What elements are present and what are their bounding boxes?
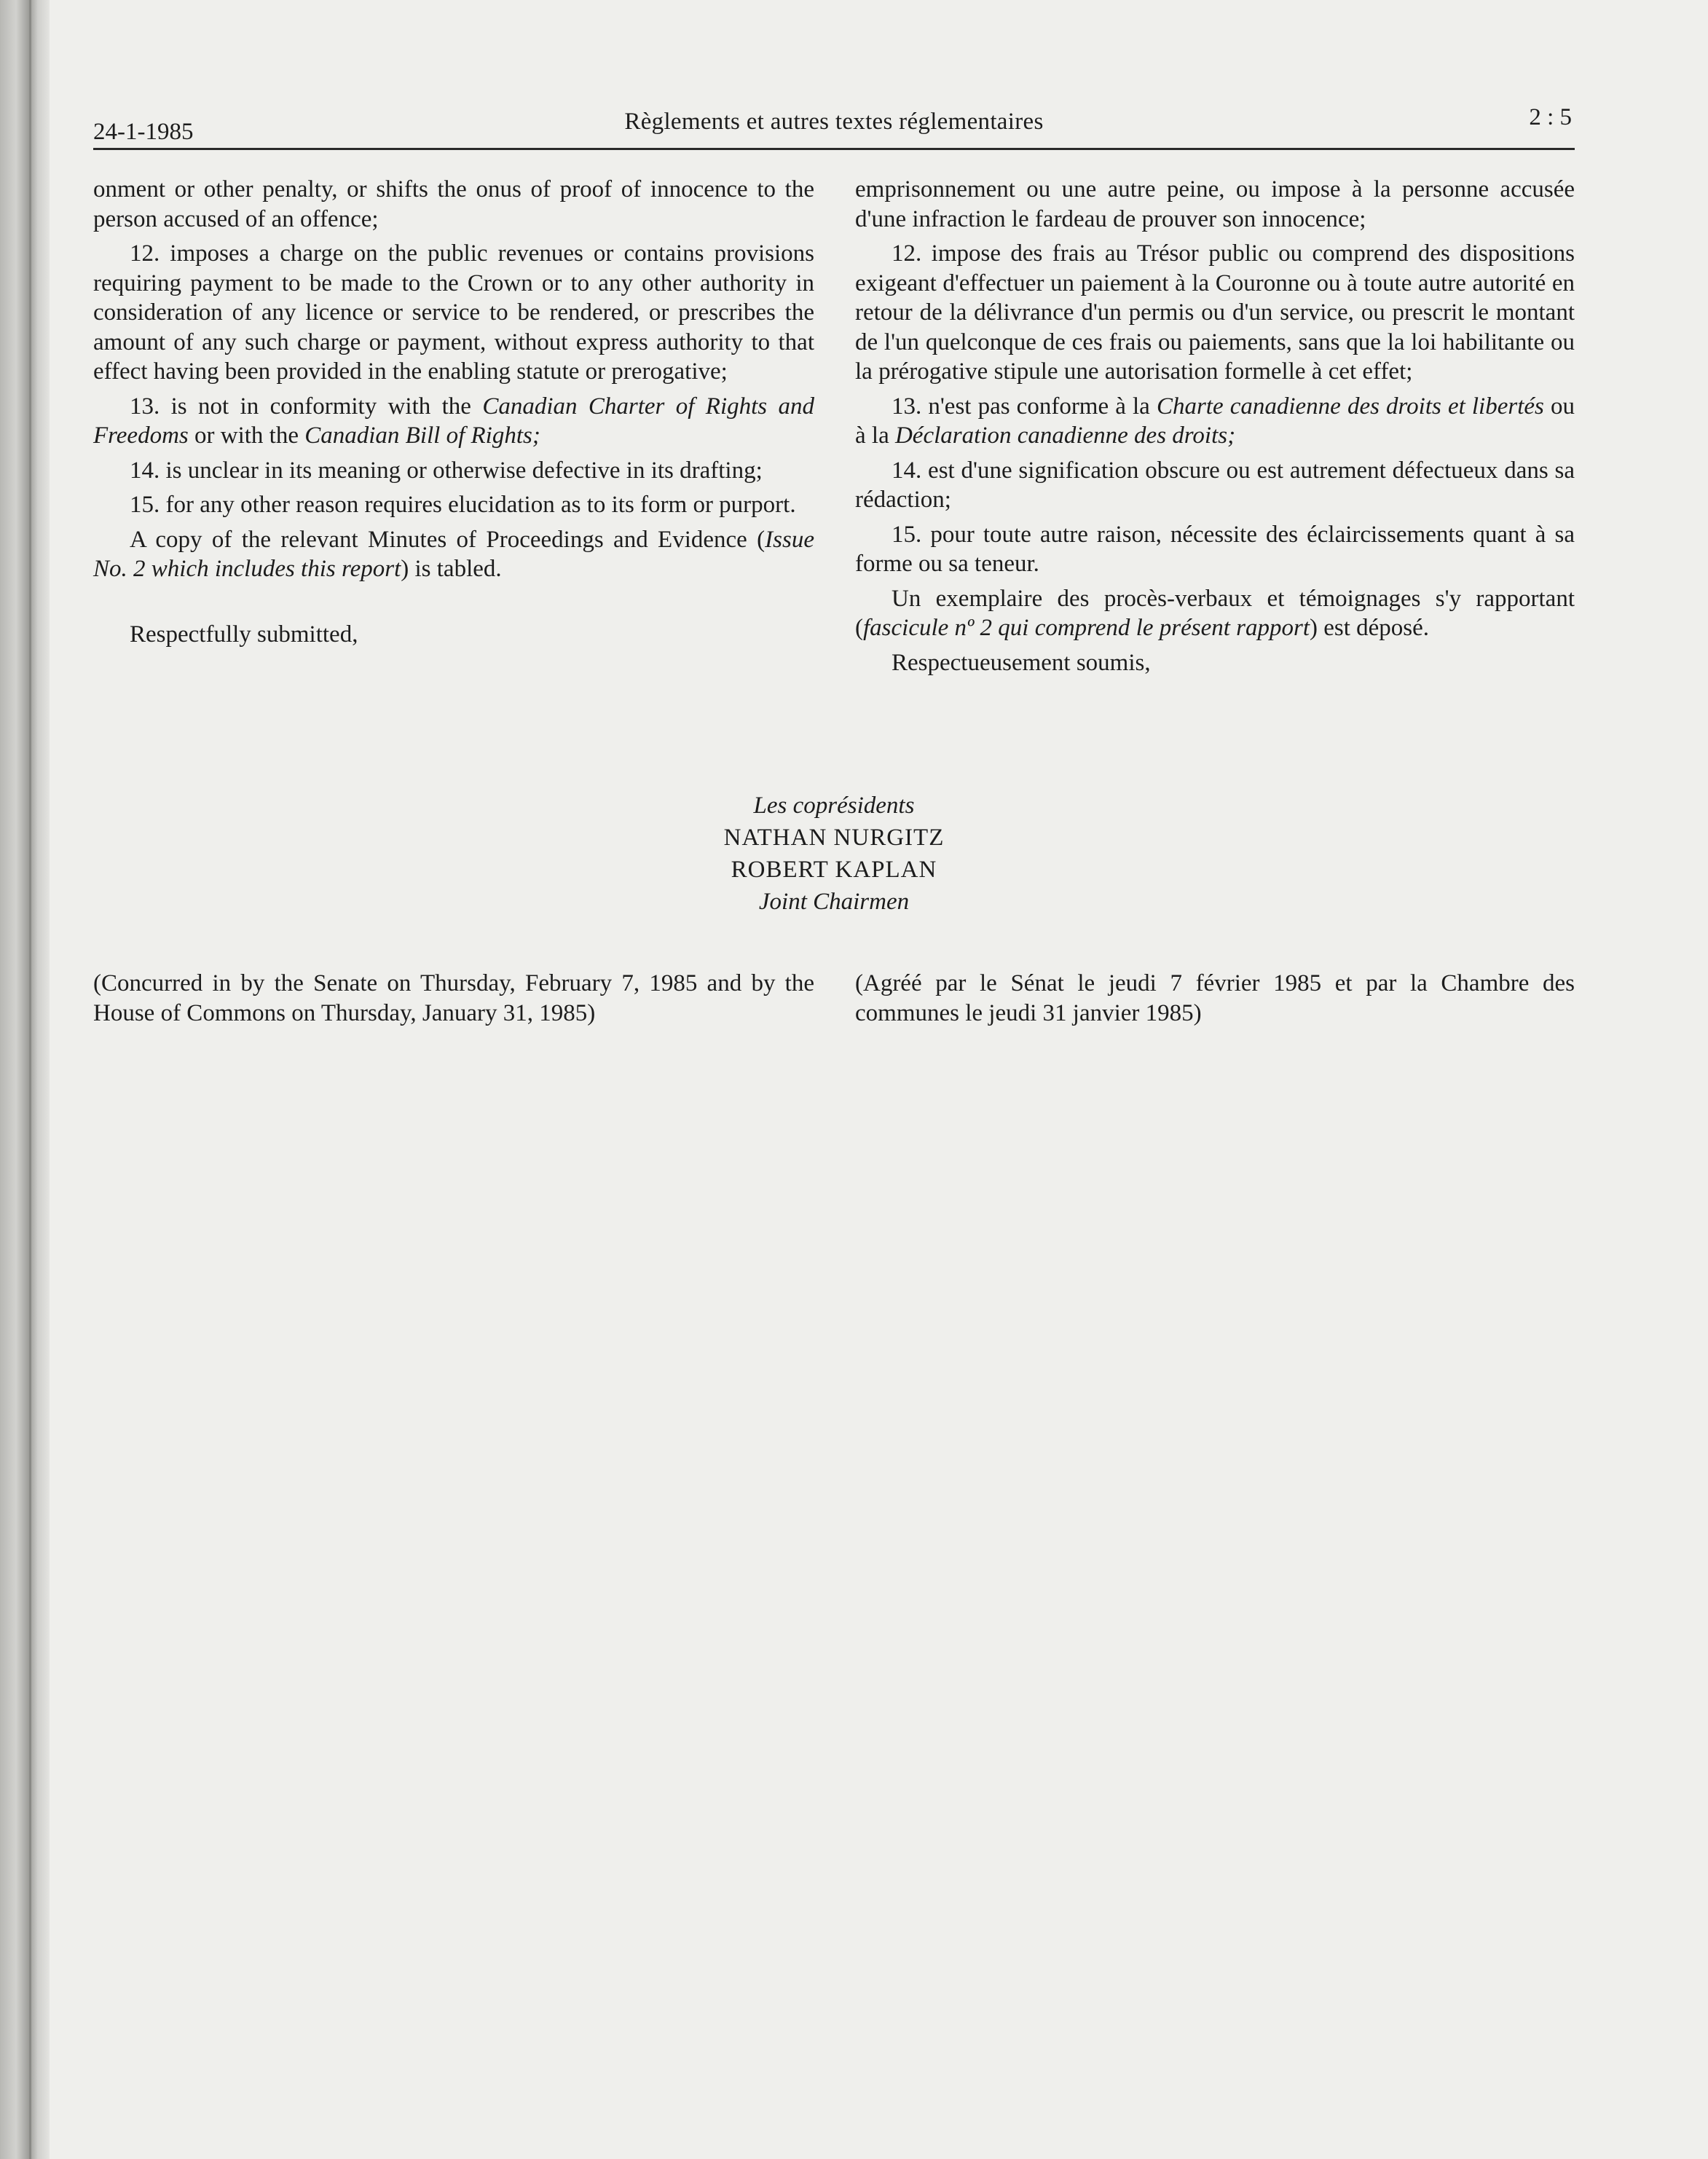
en-item-14: 14. is unclear in its meaning or otherwise defective in its drafting; (130, 457, 763, 484)
signatory-nurgitz: NATHAN NURGITZ (723, 825, 945, 851)
fr-item-13-text: 13. n'est pas conforme à la (892, 393, 1157, 420)
header-date: 24-1-1985 (93, 119, 194, 145)
fr-item-13 (855, 392, 1575, 451)
fr-item-14: 14. est d'une signification obscure ou est autrement défectueux dans sa rédaction; (855, 457, 1575, 513)
fr-charte-title: Charte canadienne des droits et libertés (1156, 393, 1544, 420)
fr-item-13-mid: ou à la (855, 393, 1575, 449)
en-closing: Respectfully submitted, (130, 621, 358, 648)
binding-edge-line (29, 0, 31, 2159)
en-issue-reference: Issue No. 2 which includes this report (93, 526, 814, 582)
fr-minutes-paragraph (855, 584, 1575, 643)
en-bill-title: Canadian Bill of Rights; (304, 422, 540, 449)
en-item-12: 12. imposes a charge on the public revenues or contains provisions requiring payment to be made to the Crown or to any other authority in consideration of any licence or service to be rendered, or prescribes the amount of any such charge or payment, without express authority to that effect having been provided in the enabling statute or prerogative; (93, 240, 814, 385)
joint-chairmen-label: Joint Chairmen (758, 889, 910, 915)
en-item-15: 15. for any other reason requires elucidation as to its form or purport. (130, 492, 796, 518)
en-minutes-text: A copy of the relevant Minutes of Proceedings and Evidence ( (130, 526, 766, 553)
header-rule (93, 148, 1575, 150)
en-item-13-text: 13. is not in conformity with the (130, 393, 483, 420)
header-folio: 2 : 5 (1529, 104, 1572, 130)
book-binding-shadow (0, 0, 50, 2159)
en-item-13 (93, 392, 814, 451)
french-column (855, 175, 1575, 683)
fr-continuation-paragraph: emprisonnement ou une autre peine, ou impose à la personne accusée d'une infraction le fardeau de prouver son innocence; (855, 176, 1575, 232)
fr-minutes-end: ) est déposé. (1310, 615, 1430, 641)
fr-closing: Respectueusement soumis, (892, 649, 1151, 676)
fr-concurrence-note: (Agréé par le Sénat le jeudi 7 février 1985 et par la Chambre des communes le jeudi 31 janvier 1985) (855, 970, 1575, 1026)
en-continuation-paragraph: onment or other penalty, or shifts the onus of proof of innocence to the person accused of an offence; (93, 176, 814, 232)
cochairs-label: Les coprésidents (753, 793, 915, 819)
en-charter-title: Canadian Charter of Rights and Freedoms (93, 393, 814, 449)
fr-item-15: 15. pour toute autre raison, nécessite des éclaircissements quant à sa forme ou sa teneur. (855, 521, 1575, 577)
fr-item-12: 12. impose des frais au Trésor public ou comprend des dispositions exigeant d'effectuer un paiement à la Couronne ou à toute autre autorité en retour de la délivrance d'un permis ou d'un service, ou prescrit le montant de l'un quelconque de ces frais ou paiements, sans que la loi habilitante ou la prérogative stipule une autorisation formelle à cet effet; (855, 240, 1575, 385)
page-header (93, 104, 1575, 145)
english-column (93, 175, 814, 654)
en-minutes-paragraph (93, 525, 814, 584)
signatory-kaplan: ROBERT KAPLAN (731, 857, 937, 883)
fr-minutes-text: Un exemplaire des procès-verbaux et témoignages s'y rapportant ( (855, 585, 1575, 641)
header-running-title: Règlements et autres textes réglementaires (624, 109, 1044, 135)
signature-block (93, 790, 1575, 918)
en-item-13-mid: or with the (188, 422, 305, 449)
en-minutes-end: ) is tabled. (401, 556, 502, 582)
fr-issue-reference: fascicule nº 2 qui comprend le présent rapport (863, 615, 1310, 641)
en-concurrence-note: (Concurred in by the Senate on Thursday, February 7, 1985 and by the House of Commons on Thursday, January 31, 1985) (93, 970, 814, 1026)
fr-declaration-title: Déclaration canadienne des droits; (894, 422, 1236, 449)
